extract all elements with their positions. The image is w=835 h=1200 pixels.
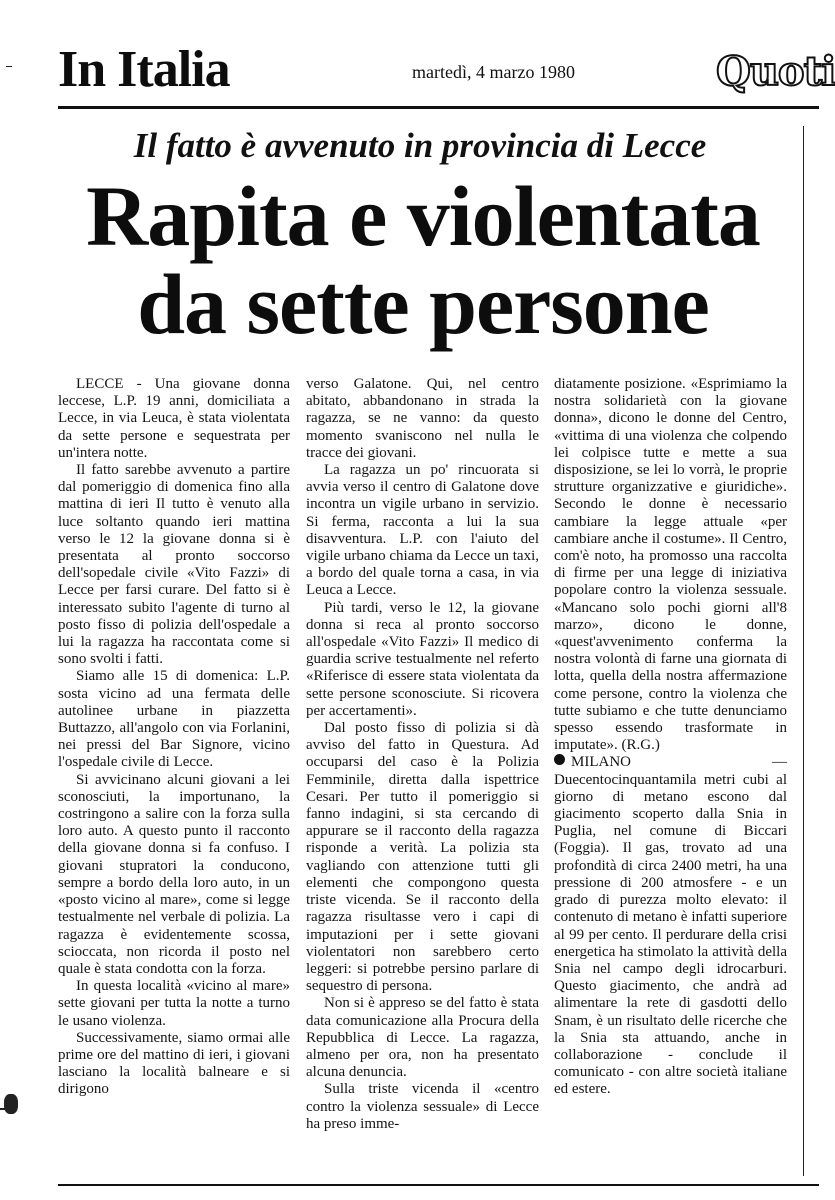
section-title: In Italia [58, 41, 230, 98]
bottom-rule [58, 1184, 819, 1186]
headline-line-2: da sette persone [137, 256, 709, 352]
paragraph: Il fatto sarebbe avvenuto a partire dal pomeriggio di domenica fino alla mattina di ieri Il tutto è venuto alla luce soltanto quando ieri mattina verso le 12 la giovane donna si è presentata al pronto soccorso dell'sopedale civile «Vito Fazzi» di Lecce per farsi curare. Del fatto si è interessato subito l'agente di turno al posto fisso di polizia dell'ospedale a lui la ragazza ha raccontata come si sono svolti i fatti. [58, 462, 290, 668]
paragraph: Dal posto fisso di polizia si dà avviso del fatto in Questura. Ad occuparsi del caso è la Polizia Femminile, diretta dalla ispettrice Cesari. Per tutto il pomeriggio si fanno indagini, si sta cercando di appurare se il racconto della ragazza risponde a verità. La polizia sta vagliando con attenzione tutti gli elementi che compongono questa triste vicenda. Se il racconto della ragazza risultasse vero i capi di imputazioni per i sette giovani violentatori non sarebbero certo leggeri: si potrebbe persino parlare di sequestro di persona. [306, 720, 539, 995]
column-rule [803, 126, 804, 1176]
scan-speck [4, 1094, 18, 1114]
paragraph: Si avvicinano alcuni giovani a lei sconosciuti, la importunano, la costringono a salire con la forza sulla loro auto. A questo punto il racconto della giovane donna si fa confuso. I giovani stupratori la conducono, sempre a bordo della loro auto, in un «posto vicino al mare», come si legge testualmente nel verbale di polizia. La ragazza è evidentemente scossa, scioccata, non ricorda il posto nel quale è stata condotta con la forza. [58, 771, 290, 977]
article-column-3 [554, 376, 787, 1099]
news-brief-text: MILANO — Duecentocinquantamila metri cubi al giorno di metano escono dal giacimento scoperto dalla Snia in Puglia, nel comune di Biccari (Foggia). Il gas, trovato ad una profondità di circa 2400 metri, ha una pressione di 200 atmosfere - e un grado di purezza molto elevato: il contenuto di metano è infatti superiore al 99 per cento. Il perdurare della crisi energetica ha stimolato la attività della Snia nel campo degli idrocarburi. Questo giacimento, che andrà ad alimentare la rete di gasdotti dello Snam, è un risultato delle ricerche che la Snia sta attuando, anche in collaborazione - conclude il comunicato - con altre società italiane ed estere. [554, 754, 787, 1098]
paragraph: Sulla triste vicenda il «centro contro la violenza sessuale» di Lecce ha preso imme- [306, 1081, 539, 1132]
article-column-2 [306, 376, 539, 1133]
scan-speck [0, 1108, 10, 1110]
paragraph: Siamo alle 15 di domenica: L.P. sosta vicino ad una fermata delle autolinee urbane in piazzetta Buttazzo, all'angolo con via Forlanini, nei pressi del Bar Signore, vicino l'ospedale civile di Lecce. [58, 668, 290, 771]
paragraph: diatamente posizione. «Esprimiamo la nostra solidarietà con la giovane donna», dicono le donne del Centro, «vittima di una violenza che colpendo lei colpisce tutte e mette a sua disposizione, se lei lo vorrà, le proprie strutture organizzative e giuridiche». Secondo le donne è necessario cambiare la legge attuale «per cambiare anche il costume». Il Centro, com'è noto, ha promosso una raccolta di firme per una legge di iniziativa popolare contro la violenza sessuale. «Mancano solo pochi giorni all'8 marzo», dicono le donne, «quest'avvenimento conferma la nostra volontà di farne una giornata di lotta, quella della nostra affermazione come persone, contro la violenza che tutte subiamo e che tutte denunciamo spesso essendo trasformate in imputate». (R.G.) [554, 376, 787, 754]
article-headline [58, 168, 788, 352]
paragraph: Più tardi, verso le 12, la giovane donna si reca al pronto soccorso all'ospedale «Vito Fazzi» Il medico di guardia scrive testualmente nel referto «Riferisce di essere stata violentata da sette persone sconosciute. Si ricovera per accertamenti». [306, 599, 539, 719]
filled-circle-bullet-icon [554, 754, 565, 765]
newspaper-logo: Quoti [716, 48, 835, 95]
scan-speck [6, 66, 12, 67]
headline-line-1: Rapita e violentata [86, 168, 760, 264]
paragraph: Successivamente, siamo ormai alle prime ore del mattino di ieri, i giovani lasciano la località balneare e si dirigono [58, 1029, 290, 1098]
masthead-rule [58, 106, 819, 109]
paragraph: In questa località «vicino al mare» sette giovani per tutta la notte a turno le usano violenza. [58, 978, 290, 1029]
article-kicker: Il fatto è avvenuto in provincia di Lecce [133, 126, 707, 165]
paragraph: LECCE - Una giovane donna leccese, L.P. 19 anni, domiciliata a Lecce, in via Leuca, è stata violentata da sette persone e sequestrata per un'intera notte. [58, 376, 290, 461]
paragraph: La ragazza un po' rincuorata si avvia verso il centro di Galatone dove incontra un vigile urbano in servizio. Si ferma, racconta a lui la sua disavventura. L.P. con l'aiuto del vigile urbano chiama da Lecce un taxi, a bordo del quale torna a casa, in via Leuca a Lecce. [306, 462, 539, 599]
news-brief [554, 754, 787, 1098]
issue-date: martedì, 4 marzo 1980 [412, 62, 575, 82]
paragraph: Non si è appreso se del fatto è stata data comunicazione alla Procura della Repubblica di Lecce. La ragazza, almeno per ora, non ha presentato alcuna denuncia. [306, 995, 539, 1081]
paragraph: verso Galatone. Qui, nel centro abitato, abbandonano in strada la ragazza, se ne vanno: da questo momento svaniscono nel nulla le tracce dei giovani. [306, 376, 539, 461]
article-column-1 [58, 376, 290, 1099]
